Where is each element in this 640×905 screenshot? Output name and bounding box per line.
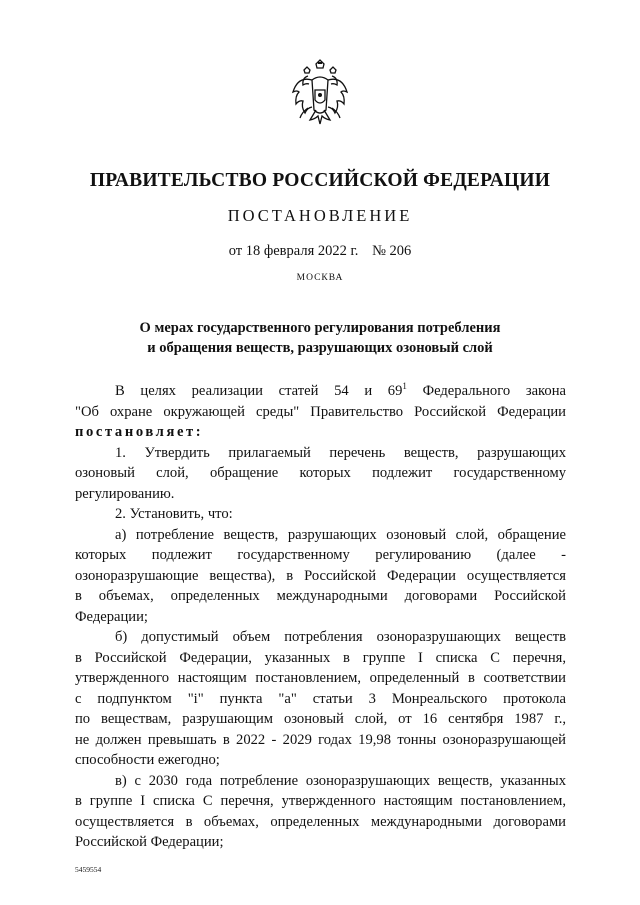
text-line: с подпунктом "i" пункта "а" статьи 3 Монреальского протокола	[75, 690, 566, 707]
text-line: способности ежегодно;	[75, 752, 220, 768]
text-line: в объемах, определенных международными договорами Российской	[75, 588, 566, 604]
date-line	[0, 243, 640, 260]
text-line: в) с 2030 года потребление озоноразрушающих веществ, указанных	[115, 772, 566, 789]
text-line: не должен превышать в 2022 - 2029 годах 19,98 тонны озоноразрушающей	[75, 731, 566, 748]
text-line: по веществам, разрушающим озоновый слой, от 16 сентября 1987 г.,	[75, 711, 566, 727]
subject-line: и обращения веществ, разрушающих озоновый слой	[147, 340, 493, 356]
text-line: в группе I списка С перечня, утвержденного настоящим постановлением,	[75, 793, 566, 809]
text-line: осуществляется в объемах, определенных международными договорами	[75, 813, 566, 830]
document-type: ПОСТАНОВЛЕНИЕ	[227, 206, 413, 225]
text-line: 2. Установить, что:	[115, 506, 233, 522]
text-fragment: Федерального закона	[406, 383, 566, 399]
text-line	[75, 381, 566, 402]
text-line: озоноразрушающие вещества), в Российской Федерации осуществляется	[75, 567, 566, 584]
text-line: а) потребление веществ, разрушающих озоновый слой, обращение	[115, 526, 566, 543]
text-line: утвержденного настоящим постановлением, определенный в соответствии	[75, 670, 566, 686]
text-line: которых подлежит государственному регулированию (далее -	[75, 547, 566, 563]
text-line: 1. Утвердить прилагаемый перечень веществ, разрушающих	[115, 444, 566, 461]
text-line: Федерации;	[75, 608, 148, 625]
item-2a	[75, 525, 566, 628]
government-title: ПРАВИТЕЛЬСТВО РОССИЙСКОЙ ФЕДЕРАЦИИ	[89, 169, 551, 192]
item-2c	[75, 771, 566, 853]
item-2b	[75, 627, 566, 771]
superscript: 1	[402, 381, 407, 392]
text-line: "Об охране окружающей среды" Правительство Российской Федерации	[75, 403, 566, 420]
document-code: 5459554	[75, 865, 102, 874]
preamble	[75, 381, 566, 443]
city: МОСКВА	[296, 273, 344, 283]
text-line: регулированию.	[75, 485, 175, 502]
text-line: в Российской Федерации, указанных в группе I списка С перечня,	[75, 649, 566, 666]
resolves-keyword: постановляет:	[75, 424, 204, 440]
item-1	[75, 443, 566, 505]
coat-of-arms-icon	[290, 58, 350, 132]
text-line: Российской Федерации;	[75, 834, 224, 850]
decree-body	[75, 381, 566, 853]
decree-subject	[60, 318, 580, 358]
text-line: б) допустимый объем потребления озоноразрушающих веществ	[115, 629, 566, 645]
item-2	[75, 504, 566, 525]
decree-number: № 206	[372, 243, 412, 259]
subject-line: О мерах государственного регулирования потребления	[139, 320, 501, 336]
text-fragment: В целях реализации статей 54 и 69	[115, 383, 403, 399]
decree-date: от 18 февраля 2022 г.	[228, 243, 359, 259]
text-line: озоновый слой, обращение которых подлежит государственному	[75, 465, 566, 481]
